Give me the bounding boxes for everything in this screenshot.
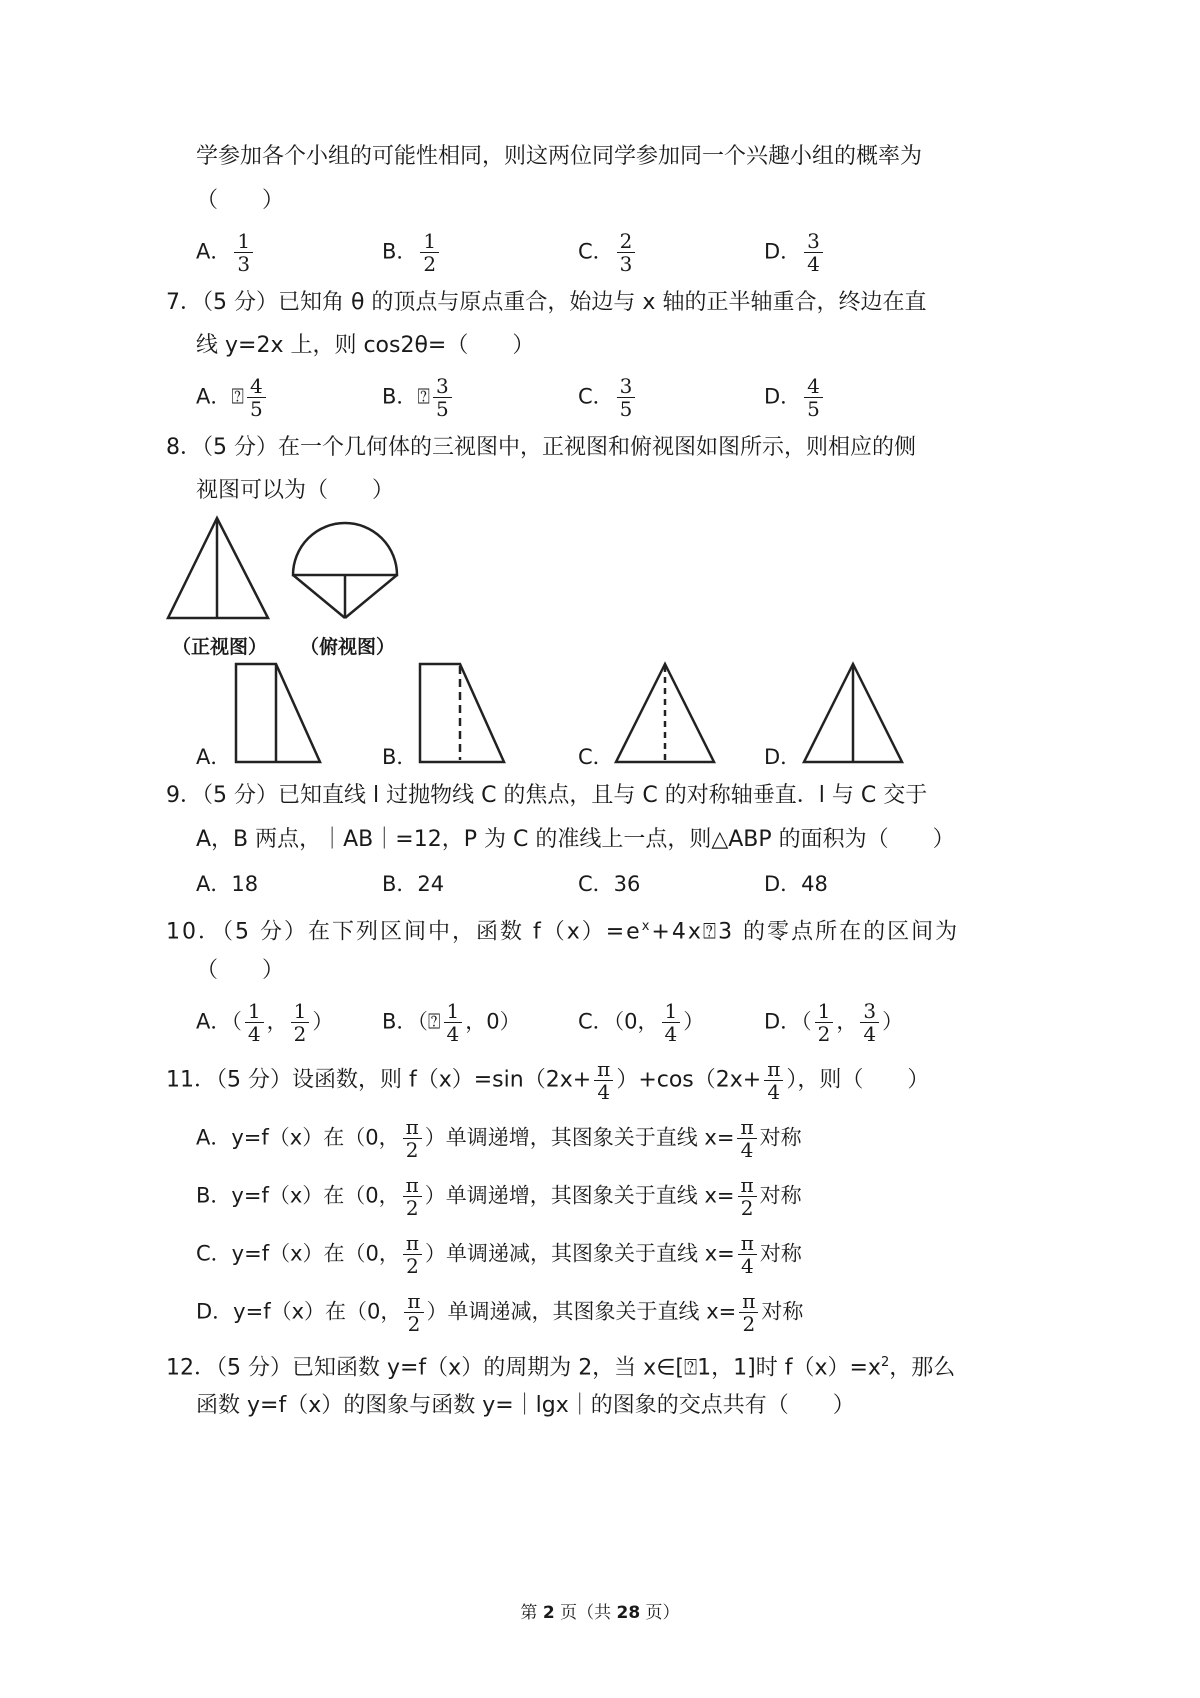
q8-text-line-2: 视图可以为（ ） (196, 478, 395, 503)
q6-option-a: A． $\frac{1}{3}$ (196, 230, 256, 275)
q8-text-line-1: 8．（5 分）在一个几何体的三视图中，正视图和俯视图如图所示，则相应的侧 (166, 435, 916, 460)
q6-option-c: C． $\frac{2}{3}$ (578, 230, 638, 275)
q8-option-a-figure (232, 660, 327, 766)
q12-text-line-2: 函数 y=f（x）的图象与函数 y=｜lgx｜的图象的交点共有（ ） (196, 1393, 855, 1418)
q8-option-b-figure (416, 660, 511, 766)
q10-option-d: D．（ $\frac{1}{2}$ ， $\frac{3}{4}$ ） (764, 999, 904, 1046)
q10-text-line-1: 10．（5 分）在下列区间中，函数 $f(x)=e^x+4x⍰3$ 的零点所在的区间为 (166, 919, 960, 945)
q9-option-c: C．36 (578, 872, 641, 896)
q7-option-d: D． $\frac{4}{5}$ (764, 375, 826, 420)
q6-option-b: B． $\frac{1}{2}$ (382, 230, 442, 275)
q8-option-c-figure (612, 660, 722, 766)
q9-option-d: D．48 (764, 872, 828, 896)
q8-option-d-label: D． (764, 745, 802, 769)
q9-text-line-1: 9．（5 分）已知直线 l 过抛物线 C 的焦点，且与 C 的对称轴垂直．l 与 C 交于 (166, 783, 928, 808)
page-footer: 第 2 页（共 28 页） (520, 1603, 680, 1623)
q7-text-line-2: 线 y=2x 上，则 cos2θ=（ ） (196, 333, 535, 358)
top-view-caption: （俯视图） (300, 636, 396, 658)
top-view-figure (285, 510, 405, 625)
q12-text-line-1: 12．（5 分）已知函数 y=f（x）的周期为 2，当 x∈[⍰1，1]时 $f(x)=x^2$，那么 (166, 1355, 956, 1381)
q8-option-a-label: A． (196, 745, 232, 769)
q10-option-b: B．（⍰ $\frac{1}{4}$ ，0） (382, 999, 521, 1046)
page-number: 2 (542, 1603, 555, 1623)
q11-stem: 11．（5 分）设函数，则 f（x）=sin（2x+ $\frac{\pi}{4}$ ）+cos（2x+ $\frac{\pi}{4}$ ），则（ ） (166, 1057, 930, 1104)
q6-option-d: D． $\frac{3}{4}$ (764, 230, 826, 275)
q7-option-a: A．⍰ $\frac{4}{5}$ (196, 375, 269, 420)
q10-answer-paren: （ ） (196, 958, 285, 983)
q11-option-c: C．y=f（x）在（0， $\frac{\pi}{2}$ ）单调递减，其图象关于直线 x= $\frac{\pi}{4}$ 对称 (196, 1231, 802, 1278)
q11-option-d: D．y=f（x）在（0， $\frac{\pi}{2}$ ）单调递减，其图象关于直线 x= $\frac{\pi}{2}$ 对称 (196, 1289, 804, 1336)
q8-option-b-label: B． (382, 745, 418, 769)
q8-option-c-label: C． (578, 745, 614, 769)
q11-option-b: B．y=f（x）在（0， $\frac{\pi}{2}$ ）单调递增，其图象关于直线 x= $\frac{\pi}{2}$ 对称 (196, 1173, 802, 1220)
front-view-caption: （正视图） (172, 636, 268, 658)
q10-option-a: A．（ $\frac{1}{4}$ ， $\frac{1}{2}$ ） (196, 999, 334, 1046)
q7-text-line-1: 7．（5 分）已知角 θ 的顶点与原点重合，始边与 x 轴的正半轴重合，终边在直 (166, 290, 927, 315)
q8-option-d-figure (800, 660, 910, 766)
q10-option-c: C．（0， $\frac{1}{4}$ ） (578, 999, 705, 1046)
front-view-figure (160, 510, 280, 625)
q9-text-line-2: A，B 两点，｜AB｜=12，P 为 C 的准线上一点，则△ABP 的面积为（ ） (196, 827, 955, 852)
q6-text-line: 学参加各个小组的可能性相同，则这两位同学参加同一个兴趣小组的概率为 (196, 144, 923, 169)
q7-option-b: B．⍰ $\frac{3}{5}$ (382, 375, 455, 420)
q9-option-b: B．24 (382, 872, 445, 896)
q7-option-c: C． $\frac{3}{5}$ (578, 375, 638, 420)
page-total: 28 (616, 1603, 641, 1623)
q6-answer-paren: （ ） (196, 188, 285, 213)
q9-option-a: A．18 (196, 872, 259, 896)
q11-option-a: A．y=f（x）在（0， $\frac{\pi}{2}$ ）单调递增，其图象关于直线 x= $\frac{\pi}{4}$ 对称 (196, 1115, 802, 1162)
